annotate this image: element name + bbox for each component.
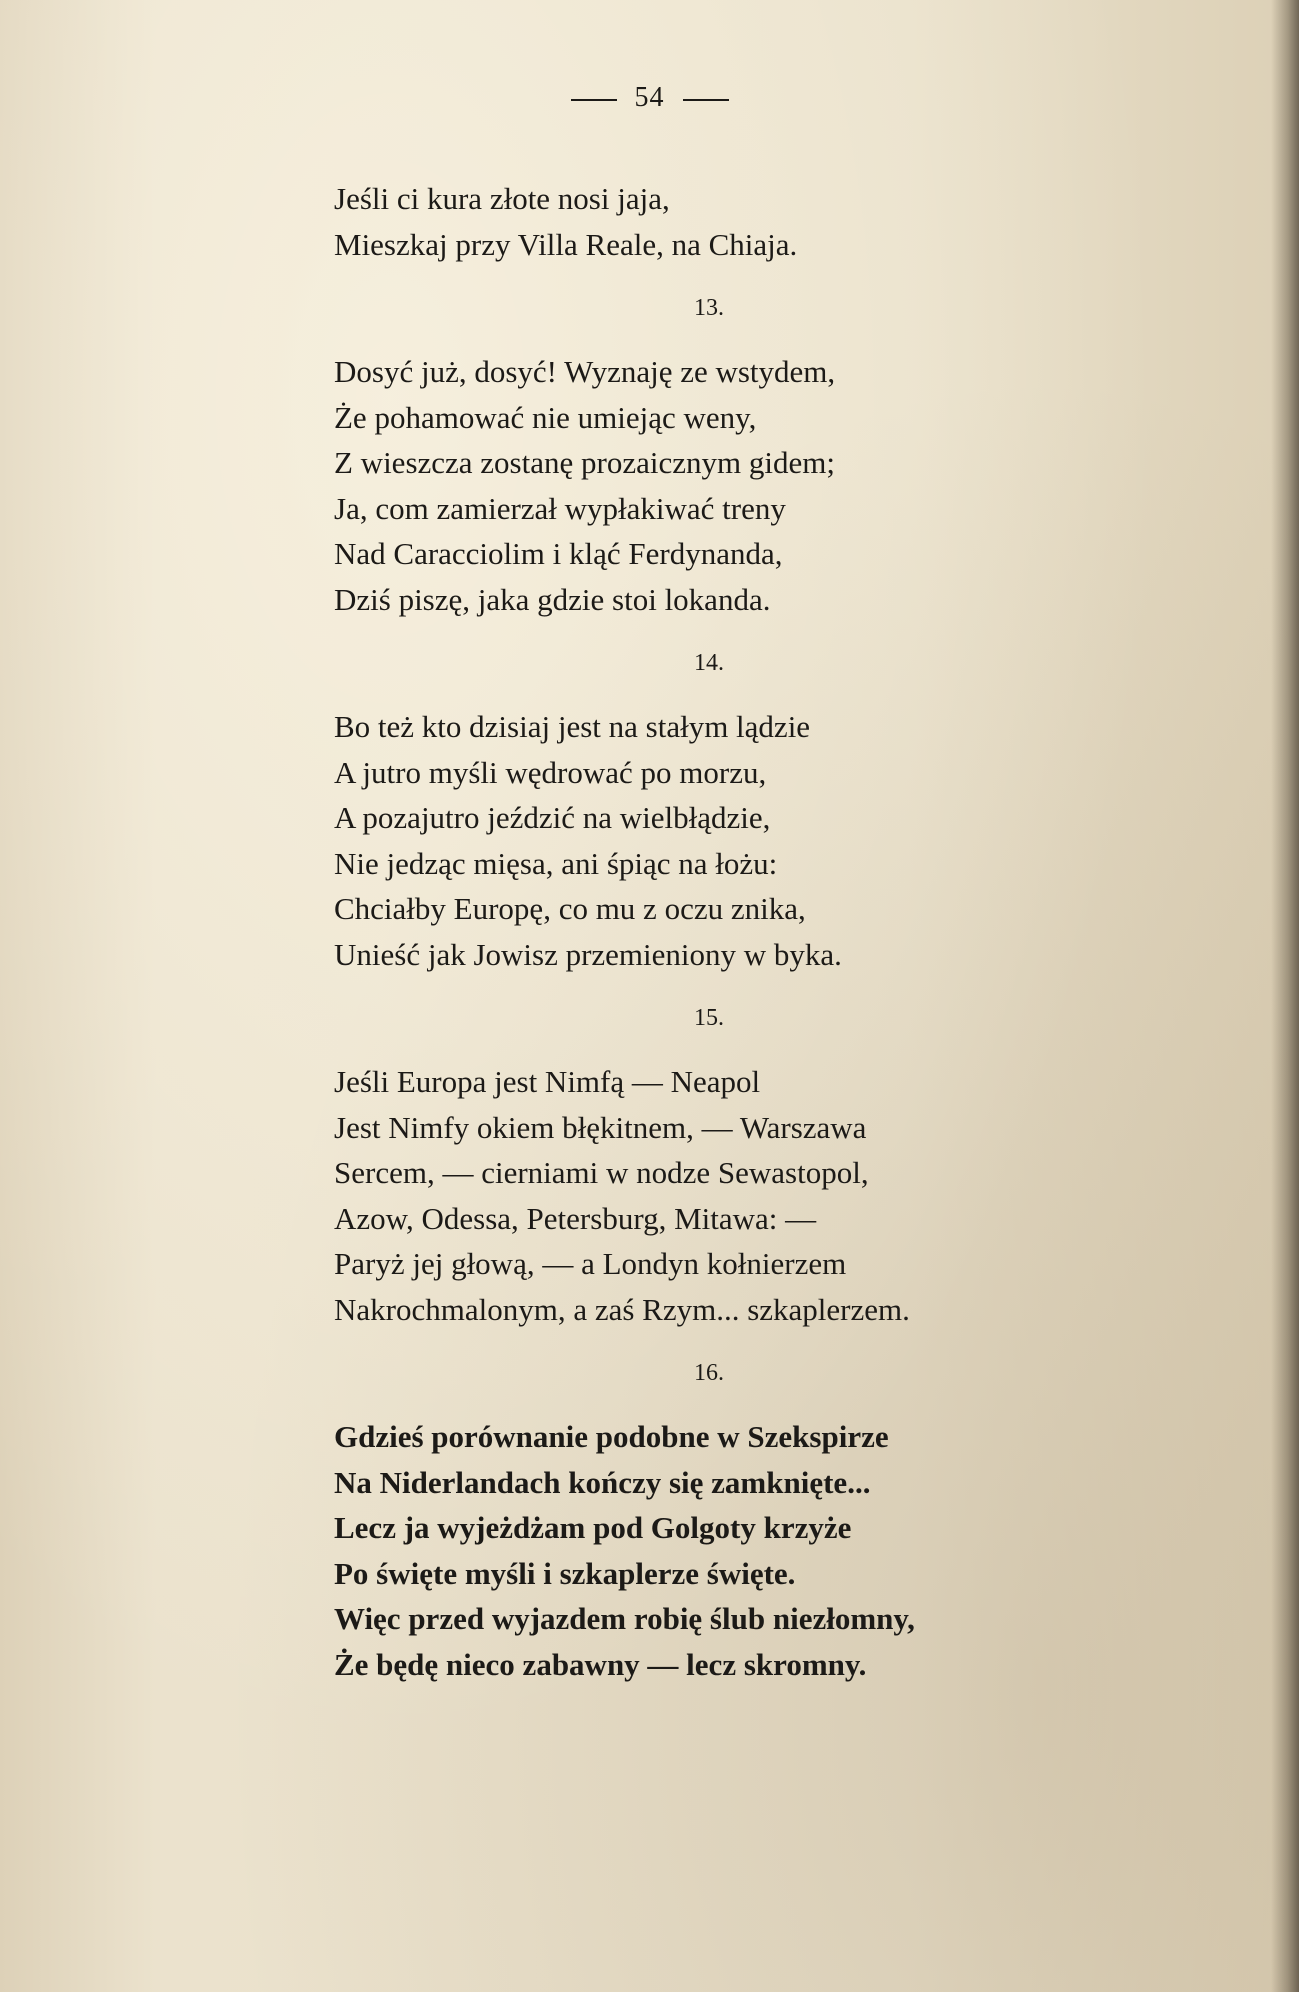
poem-text [334,176,1214,1687]
stanza-13 [334,349,1214,622]
verse-line: Że pohamować nie umiejąc weny, [334,399,757,435]
verse-line: Jeśli ci kura złote nosi jaja, [334,181,670,216]
verse-line: Nakrochmalonym, a zaś Rzym... szkaplerzem. [334,1291,910,1327]
stanza-15 [334,1059,1214,1332]
verse-line: Paryż jej głową, — a Londyn kołnierzem [334,1246,847,1281]
verse-line: Z wieszcza zostanę prozaicznym gidem; [334,445,835,480]
verse-line: Nad Caracciolim i kląć Ferdynanda, [334,536,783,571]
page-header [0,82,1299,114]
header-dash-right [683,99,729,101]
verse-line: Ja, com zamierzał wypłakiwać treny [334,490,786,526]
page-number: 54 [634,82,665,113]
verse-line: Dosyć już, dosyć! Wyznaję ze wstydem, [334,354,836,389]
section-number: 13. [694,295,724,321]
verse-line: Lecz ja wyjeżdżam pod Golgoty krzyże [334,1510,852,1545]
section-number: 15. [694,1005,724,1031]
verse-line: Nie jedząc mięsa, ani śpiąc na łożu: [334,845,778,881]
verse-line: Azow, Odessa, Petersburg, Mitawa: — [334,1200,817,1236]
verse-line: Że będę nieco zabawny — lecz skromny. [334,1646,867,1682]
verse-line: Chciałby Europę, co mu z oczu znika, [334,891,806,926]
verse-line: Gdzieś porównanie podobne w Szekspirze [334,1419,889,1454]
section-number: 16. [694,1360,724,1386]
verse-line: Dziś piszę, jaka gdzie stoi lokanda. [334,581,771,617]
verse-line: Jest Nimfy okiem błękitnem, — Warszawa [334,1109,867,1145]
verse-line: Więc przed wyjazdem robię ślub niezłomny, [334,1601,915,1636]
verse-line: Bo też kto dzisiaj jest na stałym lądzie [334,709,811,744]
verse-line: Po święte myśli i szkaplerze święte. [334,1555,796,1591]
section-number: 14. [694,650,724,676]
verse-line: Jeśli Europa jest Nimfą — Neapol [334,1064,761,1099]
verse-line: Sercem, — cierniami w nodze Sewastopol, [334,1155,869,1190]
verse-line: Na Niderlandach kończy się zamknięte... [334,1464,871,1500]
verse-line: Mieszkaj przy Villa Reale, na Chiaja. [334,226,798,262]
header-dash-left [571,99,617,101]
intro-stanza [334,176,1214,267]
verse-line: A pozajutro jeździć na wielbłądzie, [334,800,771,835]
verse-line: A jutro myśli wędrować po morzu, [334,754,767,790]
verse-line: Unieść jak Jowisz przemieniony w byka. [334,936,842,972]
stanza-14 [334,704,1214,977]
stanza-16 [334,1414,1214,1687]
